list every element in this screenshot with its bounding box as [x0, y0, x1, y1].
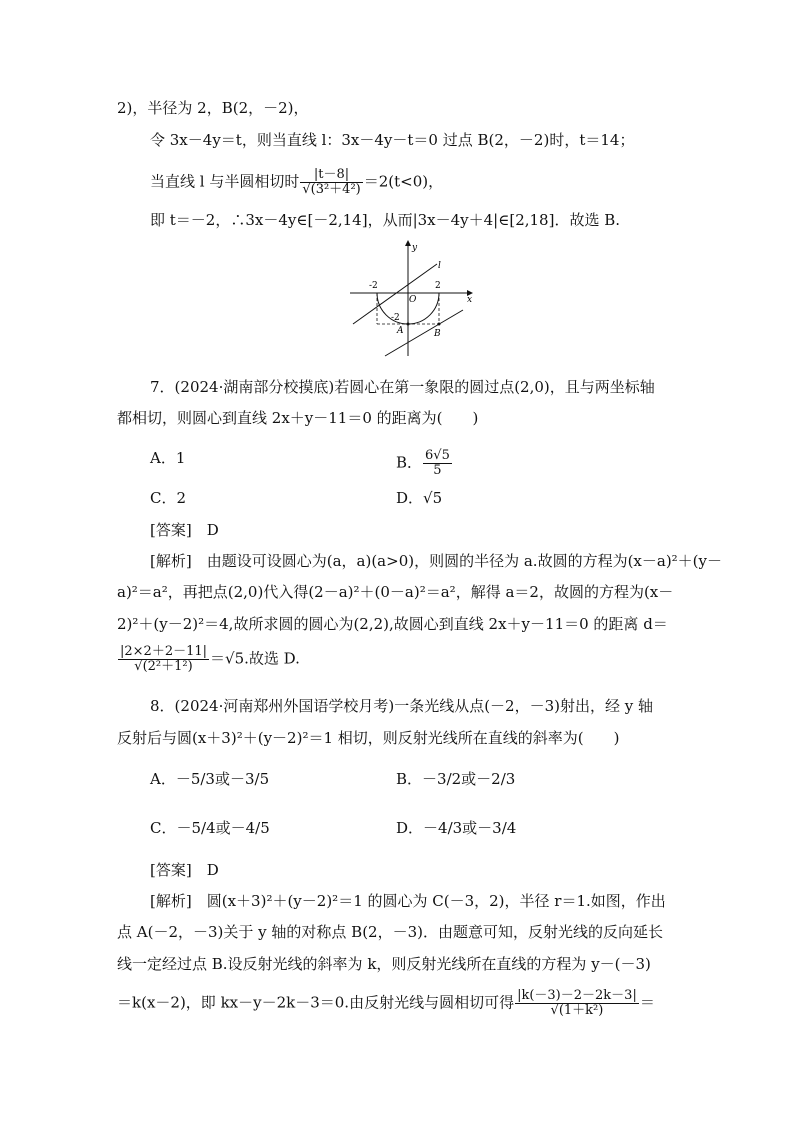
answer-value: D — [206, 521, 219, 539]
label-y: y — [412, 243, 418, 253]
point-A — [407, 323, 410, 326]
q8-analysis-line-2: 点 A(－2，－3)关于 y 轴的对称点 B(2，－3)．由题意可知，反射光线的反向延长 — [117, 923, 663, 941]
point-B — [438, 323, 441, 326]
solution-line-4: 即 t＝－2，∴3x－4y∈[－2,14]，从而|3x－4y＋4|∈[2,18]．故选 B. — [150, 211, 621, 229]
label-A: A — [397, 326, 404, 336]
y-axis-arrow — [405, 240, 411, 246]
answer-value: D — [206, 861, 219, 879]
analysis-tag: [解析] — [150, 552, 192, 570]
q7-distance-fraction — [118, 645, 209, 674]
fraction-denominator: √(2²＋1²) — [134, 659, 193, 674]
answer-tag: [答案] — [150, 521, 192, 539]
tangent-text: 当直线 l 与半圆相切时 — [150, 172, 300, 191]
q8-option-a: A．－5/3或－3/5 — [150, 770, 270, 788]
q7-option-d: D．√5 — [396, 489, 443, 507]
answer-tag: [答案] — [150, 861, 192, 879]
q7-stem-line-1: 7．(2024·湖南部分校摸底)若圆心在第一象限的圆过点(2,0)，且与两坐标轴 — [150, 378, 655, 396]
q7-result: ＝√5.故选 D. — [210, 649, 300, 668]
q8-equals: ＝ — [639, 993, 655, 1012]
fraction-numerator: |2×2＋2－11| — [120, 644, 208, 659]
q8-stem-line-2: 反射后与圆(x＋3)²＋(y－2)²＝1 相切，则反射光线所在直线的斜率为( ) — [117, 729, 620, 747]
tangent-result: ＝2(t<0)， — [363, 172, 444, 191]
analysis-text: 由题设可设圆心为(a，a)(a>0)，则圆的半径为 a.故圆的方程为(x－a)²＋(y－ — [206, 552, 723, 570]
q7-analysis-line-4 — [117, 645, 300, 674]
q7-analysis-line-3: 2)²＋(y－2)²＝4,故所求圆的圆心为(2,2),故圆心到直线 2x＋y－11＝0 的距离 d＝ — [117, 615, 668, 633]
q7-option-a: A．1 — [150, 449, 186, 467]
analysis-text: ＝k(x－2)，即 kx－y－2k－3＝0.由反射光线与圆相切可得 — [117, 993, 515, 1012]
q8-answer — [150, 861, 219, 879]
q7-stem-line-2: 都相切，则圆心到直线 2x＋y－11＝0 的距离为( ) — [117, 409, 479, 427]
fraction-numerator: 6√5 — [425, 448, 450, 463]
label-x: x — [467, 295, 473, 305]
fraction-numerator: |k(－3)－2－2k－3| — [517, 988, 637, 1003]
q8-tangent-fraction — [515, 989, 639, 1018]
q8-analysis-line-1 — [150, 892, 666, 910]
label-B: B — [434, 329, 441, 339]
solution-line-1: 2)，半径为 2，B(2，－2)， — [117, 99, 309, 117]
q7-answer — [150, 521, 219, 539]
fraction-denominator: √(1＋k²) — [550, 1003, 604, 1018]
q8-analysis-line-3: 线一定经过点 B.设反射光线的斜率为 k，则反射光线所在直线的方程为 y－(－3) — [117, 955, 651, 973]
q7-option-b — [396, 449, 453, 478]
option-b-fraction — [423, 449, 452, 478]
semicircle-figure — [345, 238, 480, 363]
q8-option-b: B．－3/2或－2/3 — [396, 770, 516, 788]
distance-fraction — [300, 168, 362, 197]
analysis-text: 圆(x＋3)²＋(y－2)²＝1 的圆心为 C(－3，2)，半径 r＝1.如图，作出 — [206, 892, 666, 910]
q8-stem-line-1: 8．(2024·河南郑州外国语学校月考)一条光线从点(－2，－3)射出，经 y 轴 — [150, 697, 653, 715]
label-O: O — [409, 295, 417, 305]
fraction-denominator: 5 — [433, 463, 442, 478]
label-neg2-y: -2 — [391, 313, 400, 323]
fraction-denominator: √(3²＋4²) — [302, 182, 361, 197]
option-b-label: B． — [396, 453, 423, 472]
q8-analysis-line-4 — [117, 989, 655, 1018]
q8-option-d: D．－4/3或－3/4 — [396, 819, 517, 837]
label-l: l — [438, 261, 441, 271]
label-neg2-x: -2 — [369, 281, 378, 291]
q8-option-c: C．－5/4或－4/5 — [150, 819, 270, 837]
analysis-tag: [解析] — [150, 892, 192, 910]
solution-line-3 — [150, 168, 443, 197]
q7-analysis-line-1 — [150, 552, 722, 570]
fraction-numerator: |t－8| — [300, 168, 362, 183]
label-2-x: 2 — [435, 281, 441, 291]
solution-line-2: 令 3x－4y＝t，则当直线 l：3x－4y－t＝0 过点 B(2，－2)时，t＝14； — [150, 131, 635, 149]
q7-analysis-line-2: a)²＝a²，再把点(2,0)代入得(2－a)²＋(0－a)²＝a²，解得 a＝2，故圆的方程为(x－ — [117, 583, 674, 601]
q7-option-c: C．2 — [150, 489, 187, 507]
